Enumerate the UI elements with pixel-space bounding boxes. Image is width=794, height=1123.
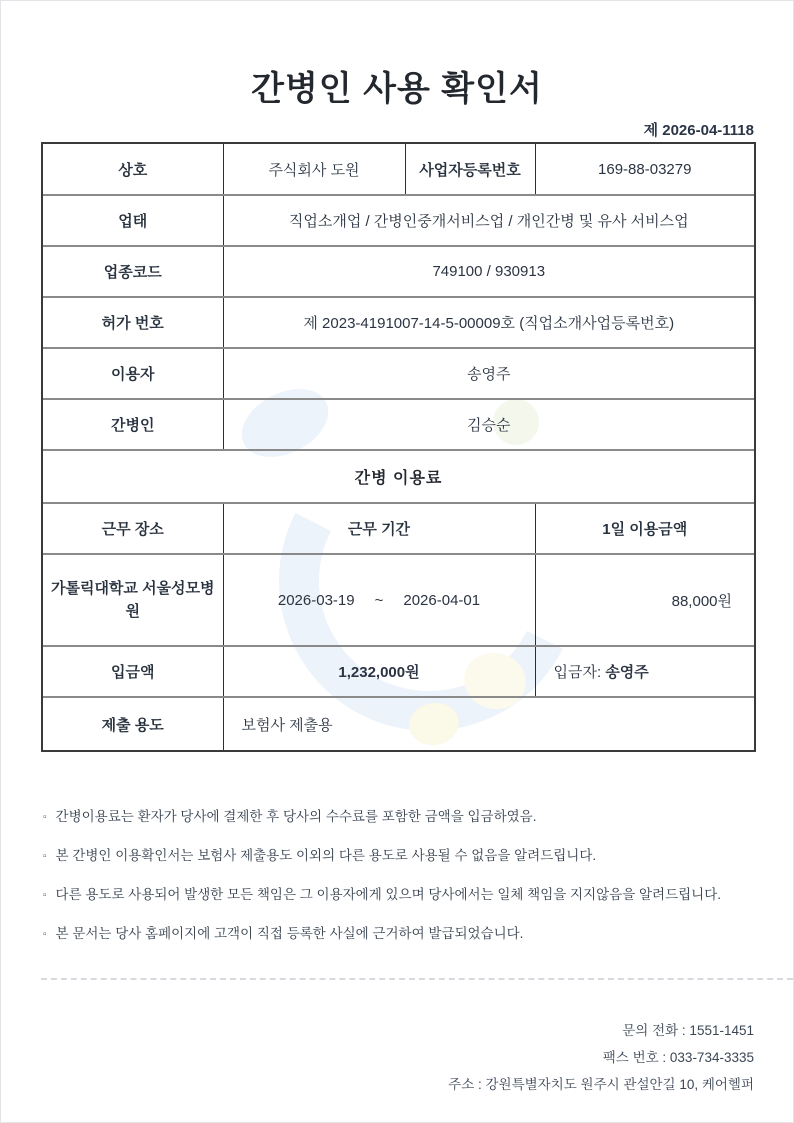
company-label: 상호 [118,161,148,179]
dashed-divider [41,978,793,980]
deposit-amount: 1,232,000원 [223,646,535,697]
industry-code-label: 업종코드 [43,246,223,297]
note-bullet-icon: ▫ [43,890,47,901]
row-company [43,144,754,195]
page-title: 간병인 사용 확인서 [251,70,543,108]
business-reg-number-label: 사업자등록번호 [405,144,535,195]
depositor-label: 입금자: [553,664,602,681]
permit-number-label: 허가 번호 [43,297,223,348]
note-item [43,807,721,828]
daily-amount-header: 1일 이용금액 [535,503,754,554]
note-text: 본 문서는 당사 홈페이지에 고객이 직접 등록한 사실에 근거하여 발급되었습니다. [55,926,524,941]
fee-section-title: 간병 이용료 [43,450,754,503]
row-fee-header [43,503,754,554]
note-text: 본 간병인 이용확인서는 보험사 제출용도 이외의 다른 용도로 사용될 수 없음을 알려드립니다. [55,848,597,863]
depositor-name: 송영주 [605,664,649,681]
row-industry-code [43,246,754,297]
row-caregiver [43,399,754,450]
row-deposit [43,646,754,697]
user-label: 이용자 [43,348,223,399]
deposit-label: 입금액 [43,646,223,697]
business-reg-number-value: 169-88-03279 [535,144,754,195]
note-item [43,924,721,945]
row-purpose [43,697,754,750]
contact-fax: 팩스 번호 : 033-734-3335 [602,1050,754,1065]
industry-code-value: 749100 / 930913 [223,246,754,297]
work-period-header: 근무 기간 [223,503,535,554]
note-bullet-icon: ▫ [43,851,47,862]
user-value: 송영주 [223,348,754,399]
period-start-date: 2026-03-19 [277,591,355,609]
document-number: 제 2026-04-1118 [643,122,754,139]
notes-section [43,807,721,963]
row-business-type [43,195,754,246]
row-fee-section [43,450,754,503]
footer-contact [448,1017,754,1098]
row-fee-data [43,554,754,646]
caregiver-value: 김승순 [223,399,754,450]
period-tilde: ~ [374,591,384,609]
company-value: 주식회사 도원 [223,144,405,195]
row-user [43,348,754,399]
work-period-value [223,554,535,646]
confirmation-table [41,142,756,752]
contact-address: 주소 : 강원특별자치도 원주시 관설안길 10, 케어헬퍼 [448,1077,754,1092]
note-item [43,885,721,906]
purpose-label: 제출 용도 [43,697,223,750]
permit-number-value: 제 2023-4191007-14-5-00009호 (직업소개사업등록번호) [223,297,754,348]
note-text: 간병이용료는 환자가 당사에 결제한 후 당사의 수수료를 포함한 금액을 입금하였음. [55,809,537,824]
daily-amount-value: 88,000원 [535,554,754,646]
row-permit-number [43,297,754,348]
note-text: 다른 용도로 사용되어 발생한 모든 책임은 그 이용자에게 있으며 당사에서는 일체 책임을 지지않음을 알려드립니다. [55,887,721,902]
depositor-cell [535,646,754,697]
purpose-value: 보험사 제출용 [223,697,754,750]
business-type-value: 직업소개업 / 간병인중개서비스업 / 개인간병 및 유사 서비스업 [223,195,754,246]
note-bullet-icon: ▫ [43,812,47,823]
work-place-value: 가톨릭대학교 서울성모병원 [43,554,223,646]
note-bullet-icon: ▫ [43,929,47,940]
work-place-header: 근무 장소 [43,503,223,554]
business-type-label: 업태 [43,195,223,246]
contact-phone: 문의 전화 : 1551-1451 [622,1023,754,1038]
caregiver-label: 간병인 [43,399,223,450]
note-item [43,846,721,867]
period-end-date: 2026-04-01 [403,591,481,609]
